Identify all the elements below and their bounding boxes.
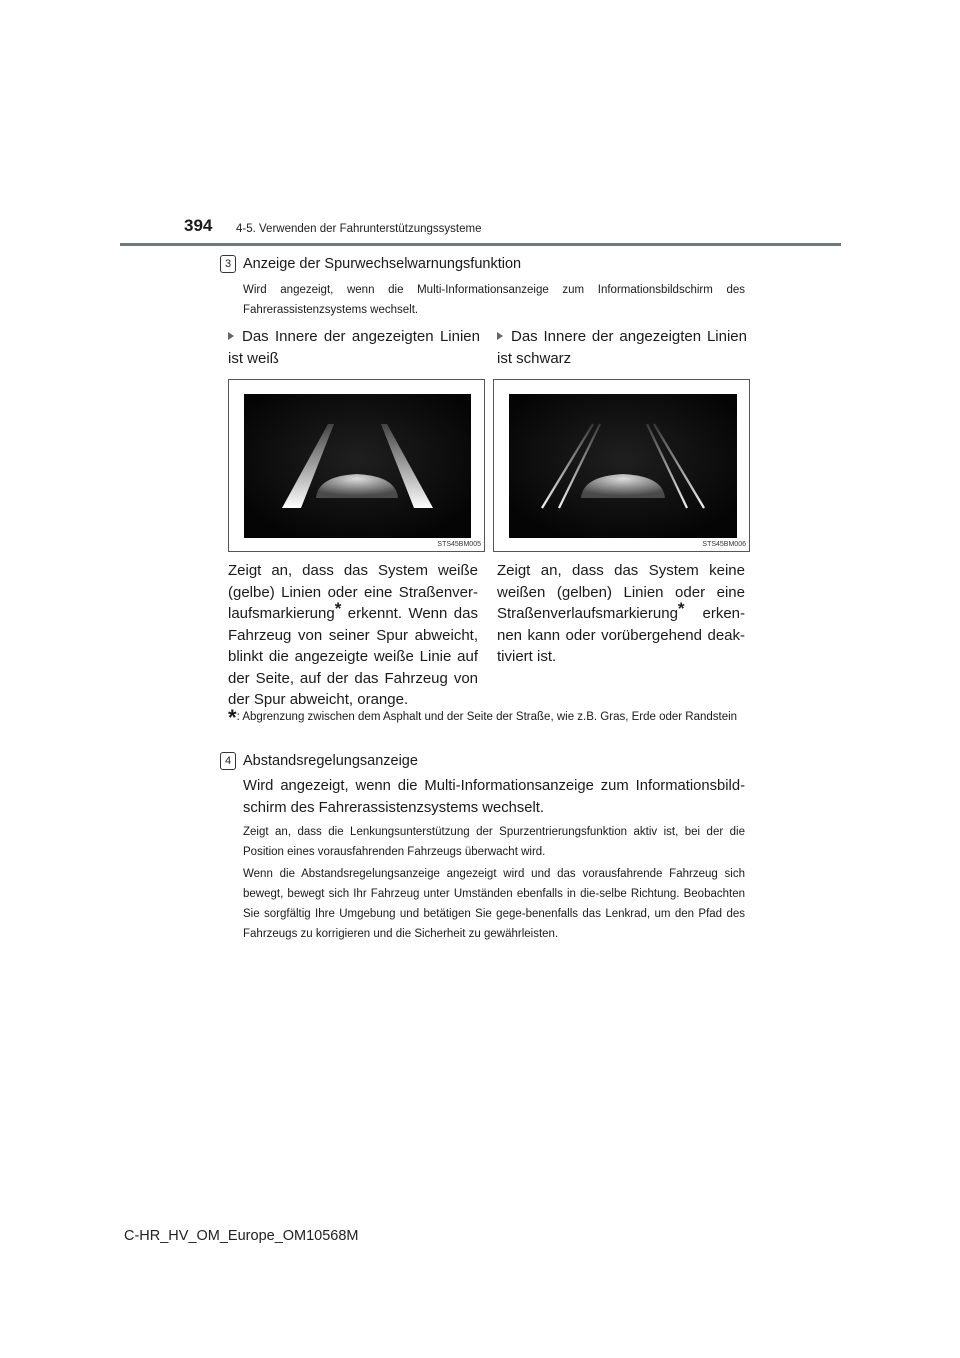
item-3-description: Wird angezeigt, wenn die Multi-Informationsanzeige zum Informationsbildschirm des Fahrerassistenzsystems wechselt. xyxy=(243,284,745,316)
display-screen xyxy=(509,394,737,538)
item-3-title: Anzeige der Spurwechselwarnungsfunktion xyxy=(243,256,522,272)
header-divider xyxy=(120,243,841,246)
arrow-bullet-icon xyxy=(228,332,234,340)
item-3-marker xyxy=(220,254,236,273)
item-4-description: Wird angezeigt, wenn die Multi-Informationsanzeige zum Informationsbild-schirm des Fahrerassistenzsystems wechselt. xyxy=(243,778,745,816)
lane-lines-white-graphic xyxy=(244,394,471,538)
item-4-number: 4 xyxy=(220,752,236,770)
image-code: STS45BM006 xyxy=(702,541,746,548)
section-title: 4-5. Verwenden der Fahrunterstützungssysteme xyxy=(236,223,482,235)
item-3-number: 3 xyxy=(220,255,236,273)
item-4-marker xyxy=(220,751,236,770)
document-id: C-HR_HV_OM_Europe_OM10568M xyxy=(124,1228,359,1244)
lane-lines-outline-graphic xyxy=(509,394,737,538)
image-code: STS45BM005 xyxy=(437,541,481,548)
left-column-heading: Das Innere der angezeigten Linien ist weiß xyxy=(228,328,480,367)
left-column-text: Zeigt an, dass das System weiße (gelbe) Linien oder eine Straßenver-laufsmarkierung* erkennt. Wenn das Fahrzeug von seiner Spur abweicht, blinkt die angezeigte weiße Linie auf der Seite, auf der das Fahrzeug von der Spur abweicht, orange. xyxy=(228,562,478,708)
item-4-note-1: Zeigt an, dass die Lenkungsunterstützung der Spurzentrierungsfunktion aktiv ist, bei der die Position eines vorausfahrenden Fahrzeugs überwacht wird. xyxy=(243,826,745,858)
arrow-bullet-icon xyxy=(497,332,503,340)
item-4-title: Abstandsregelungsanzeige xyxy=(243,753,418,769)
right-lane-display-image xyxy=(493,379,750,552)
right-column-text: Zeigt an, dass das System keine weißen (gelben) Linien oder eine Straßenverlaufsmarkierung* erken-nen kann oder vorübergehend deak-tiviert ist. xyxy=(497,562,745,665)
left-lane-display-image xyxy=(228,379,485,552)
page-number: 394 xyxy=(184,216,213,235)
footnote: *: Abgrenzung zwischen dem Asphalt und der Seite der Straße, wie z.B. Gras, Erde oder Randstein xyxy=(228,705,738,730)
right-column-heading: Das Innere der angezeigten Linien ist schwarz xyxy=(497,328,747,367)
item-4-note-2: Wenn die Abstandsregelungsanzeige angezeigt wird und das vorausfahrende Fahrzeug sich bewegt, bewegt sich Ihr Fahrzeug unter Umständen ebenfalls in die-selbe Richtung. Beobachten Sie sorgfältig Ihre Umgebung und betätigen Sie gege-benenfalls das Lenkrad, um den Pfad des Fahrzeugs zu korrigieren und die Sicherheit zu gewährleisten. xyxy=(243,868,745,940)
display-screen xyxy=(244,394,471,538)
